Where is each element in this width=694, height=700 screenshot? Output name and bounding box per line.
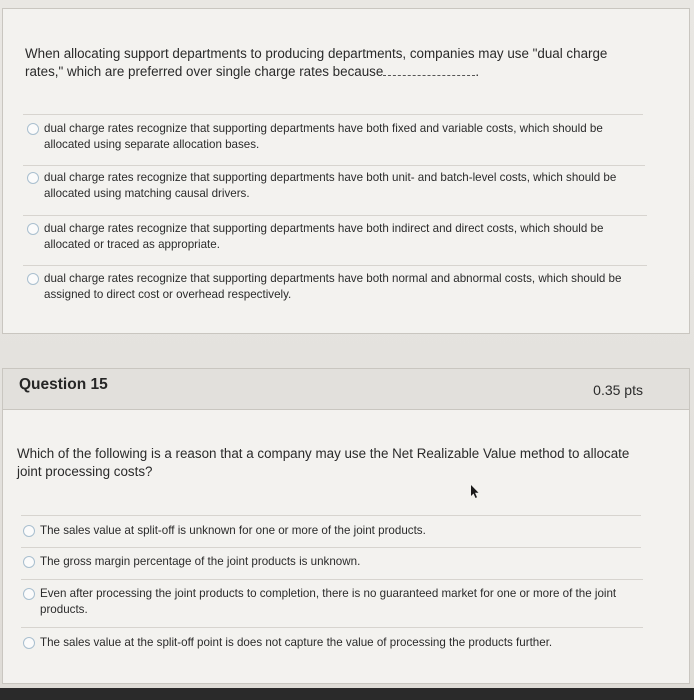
answer-option-3[interactable] bbox=[23, 586, 641, 617]
answer-divider bbox=[23, 114, 643, 115]
question-14-prompt-text: When allocating support departments to producing departments, companies may use "dual charge rates," which are preferred over single charge rates because bbox=[25, 46, 608, 79]
answer-divider bbox=[21, 515, 641, 516]
answer-divider bbox=[23, 165, 645, 166]
answer-divider bbox=[23, 215, 647, 216]
answer-option-4[interactable] bbox=[27, 271, 641, 302]
radio-button[interactable] bbox=[23, 637, 35, 649]
answer-label: dual charge rates recognize that supporting departments have both normal and abnormal costs, which should be assigned to direct cost or overhead respectively. bbox=[44, 272, 622, 301]
question-points: 0.35 pts bbox=[593, 382, 643, 398]
answer-option-2[interactable] bbox=[27, 170, 641, 201]
answer-option-1[interactable] bbox=[23, 523, 643, 539]
radio-button[interactable] bbox=[27, 273, 39, 285]
question-14-prompt-end: . bbox=[475, 64, 480, 79]
answer-label: dual charge rates recognize that supporting departments have both indirect and direct costs, which should be allocated or traced as appropriate. bbox=[44, 222, 604, 251]
answer-label: The sales value at split-off is unknown for one or more of the joint products. bbox=[40, 524, 426, 537]
question-title: Question 15 bbox=[19, 376, 108, 393]
answer-divider bbox=[21, 547, 641, 548]
answer-divider bbox=[21, 579, 643, 580]
answer-option-1[interactable] bbox=[27, 121, 627, 152]
question-15-card bbox=[2, 368, 690, 684]
radio-button[interactable] bbox=[27, 172, 39, 184]
radio-button[interactable] bbox=[23, 588, 35, 600]
answer-label: dual charge rates recognize that supporting departments have both unit- and batch-level costs, which should be allocated using matching causal drivers. bbox=[44, 171, 617, 200]
radio-button[interactable] bbox=[27, 123, 39, 135]
answer-divider bbox=[23, 265, 647, 266]
answer-label: The sales value at the split-off point is does not capture the value of processing the products further. bbox=[40, 636, 553, 649]
question-15-header bbox=[3, 369, 689, 410]
answer-label: Even after processing the joint products to completion, there is no guaranteed market for one or more of the joint products. bbox=[40, 587, 617, 616]
radio-button[interactable] bbox=[23, 556, 35, 568]
question-15-prompt: Which of the following is a reason that a company may use the Net Realizable Value method to allocate joint processing costs? bbox=[17, 446, 630, 479]
radio-button[interactable] bbox=[27, 223, 39, 235]
answer-option-4[interactable] bbox=[23, 635, 643, 651]
answer-option-3[interactable] bbox=[27, 221, 627, 252]
answer-option-2[interactable] bbox=[23, 554, 643, 570]
question-14-card bbox=[2, 8, 690, 334]
answer-label: dual charge rates recognize that supporting departments have both fixed and variable costs, which should be allocated using separate allocation bases. bbox=[44, 122, 603, 151]
screen-bottom-edge bbox=[0, 688, 694, 700]
answer-label: The gross margin percentage of the joint products is unknown. bbox=[40, 555, 361, 568]
answer-divider bbox=[21, 627, 643, 628]
question-14-prompt bbox=[25, 45, 635, 81]
radio-button[interactable] bbox=[23, 525, 35, 537]
mouse-pointer-icon bbox=[466, 484, 480, 500]
fill-in-blank bbox=[383, 63, 475, 76]
